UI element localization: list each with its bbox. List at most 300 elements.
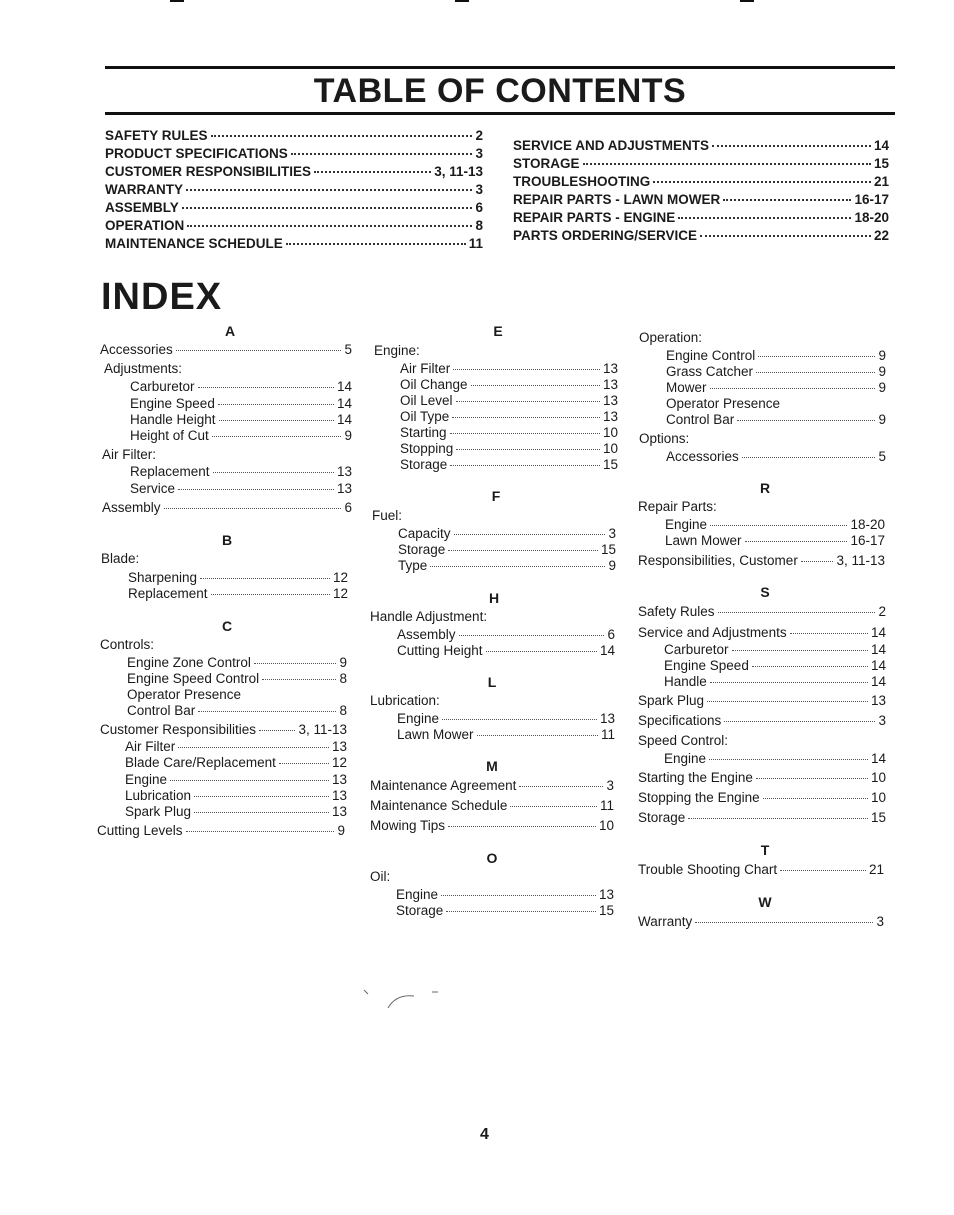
toc-entry [513,210,889,228]
leader-dots [519,786,603,787]
index-entry [666,348,886,365]
index-entry-page: 12 [332,586,348,601]
index-entry [130,481,352,498]
index-entry [400,409,618,426]
index-group-header: Adjustments: [104,361,183,376]
index-group-header: Handle Adjustment: [370,609,488,624]
scan-mark [455,0,469,2]
index-entry-label: Blade Care/Replacement [125,755,276,770]
index-letter: C [221,618,233,634]
index-entry [396,887,614,904]
index-entry-label: Type [398,558,428,573]
toc-entry-page: 15 [873,156,889,171]
index-group-header: Lubrication: [370,693,440,708]
index-entry-page: 15 [602,457,618,472]
index-entry-page: 5 [344,342,352,357]
leader-dots [710,682,868,683]
index-entry-page: 18-20 [850,517,885,532]
index-entry-label: Engine Speed [130,396,215,411]
index-entry-label: Engine Zone Control [127,655,251,670]
toc-entry-page: 6 [475,200,483,215]
index-entry-page: 13 [598,887,614,902]
index-entry-label: Engine Speed Control [127,671,260,686]
index-letter: O [486,850,498,866]
index-letter: L [487,674,497,690]
index-entry-label: Engine [664,751,707,766]
leader-dots [710,525,847,526]
leader-dots [454,534,606,535]
toc-entry-page: 3 [475,182,483,197]
index-entry-page: 10 [598,818,614,833]
index-entry-page: 15 [600,542,616,557]
index-entry-label: Service [130,481,176,496]
index-entry-page: 14 [336,412,352,427]
index-group-header: Options: [639,431,690,446]
leader-dots [459,635,605,636]
leader-dots [477,735,598,736]
leader-dots [279,763,329,764]
leader-dots [510,806,597,807]
index-entry-page: 13 [331,804,347,819]
index-entry [396,903,614,920]
leader-dots [700,235,871,237]
index-entry [638,862,884,879]
index-entry-page: 9 [878,412,886,427]
toc-entry-page: 22 [873,228,889,243]
leader-dots [314,171,431,173]
leader-dots [790,633,868,634]
index-entry [664,674,886,691]
index-entry [400,377,618,394]
leader-dots [262,679,336,680]
index-entry-label: Storage [638,810,686,825]
index-entry [666,412,886,429]
leader-dots [219,420,334,421]
leader-dots [198,387,334,388]
index-entry [400,425,618,442]
toc-entry-label: TROUBLESHOOTING [513,174,651,189]
leader-dots [194,812,329,813]
index-entry-page: 14 [336,379,352,394]
index-entry [100,342,352,359]
index-entry-page: 13 [331,739,347,754]
leader-dots [756,372,875,373]
index-entry [638,810,886,827]
leader-dots [737,420,875,421]
index-entry-page: 15 [598,903,614,918]
index-entry-page: 12 [331,755,347,770]
index-title: INDEX [101,276,223,318]
index-entry-page: 12 [332,570,348,585]
index-entry-label: Air Filter [400,361,451,376]
toc-entry-label: OPERATION [105,218,185,233]
index-entry [666,449,886,466]
leader-dots [710,388,876,389]
leader-dots [452,417,600,418]
index-entry-page: 16-17 [850,533,885,548]
index-entry-page: 2 [878,604,886,619]
index-entry-page: 8 [339,671,347,686]
toc-entry [513,138,889,156]
toc-entry-label: CUSTOMER RESPONSIBILITIES [105,164,312,179]
index-entry-label: Carburetor [130,379,195,394]
index-entry-label: Handle Height [130,412,216,427]
index-entry-label: Operator Presence [127,687,242,702]
index-entry-label: Customer Responsibilities [100,722,257,737]
toc-entry-page: 18-20 [854,210,889,225]
index-entry [664,658,886,675]
leader-dots [456,449,600,450]
leader-dots [801,561,834,562]
index-entry-label: Engine Speed [664,658,749,673]
index-entry-label: Cutting Height [397,643,483,658]
leader-dots [583,163,871,165]
index-entry-page: 11 [599,798,614,813]
index-entry [125,755,347,772]
index-entry [638,790,886,807]
index-entry-page: 14 [870,658,886,673]
toc-bottom-rule [105,112,895,115]
leader-dots [164,508,342,509]
index-letter: F [491,488,501,504]
leader-dots [453,369,600,370]
toc-entry-page: 8 [475,218,483,233]
index-entry [127,671,347,688]
index-entry-page: 14 [870,625,886,640]
index-entry-label: Assembly [102,500,161,515]
leader-dots [187,225,472,227]
leader-dots [695,922,873,923]
index-letter: A [224,323,236,339]
index-letter: W [758,894,772,910]
leader-dots [471,385,600,386]
leader-dots [450,433,600,434]
index-entry-page: 10 [870,790,886,805]
index-entry-page: 13 [602,393,618,408]
index-entry [102,500,352,517]
toc-entry-page: 2 [475,128,483,143]
index-entry [638,770,886,787]
leader-dots [213,472,334,473]
leader-dots [707,701,868,702]
index-entry-page: 3, 11-13 [298,722,347,737]
index-entry [398,542,616,559]
index-group-header: Blade: [101,551,140,566]
toc-entry [105,218,483,236]
leader-dots [178,489,334,490]
leader-dots [709,759,868,760]
leader-dots [688,818,868,819]
index-group-header: Air Filter: [102,447,156,462]
leader-dots [441,895,596,896]
leader-dots [430,566,605,567]
index-entry [400,361,618,378]
leader-dots [200,578,330,579]
index-entry-label: Handle [664,674,707,689]
index-entry [638,713,886,730]
toc-entry-page: 14 [873,138,889,153]
leader-dots [211,135,473,137]
toc-entry-page: 3, 11-13 [434,164,483,179]
index-entry [397,727,615,744]
leader-dots [718,612,876,613]
index-letter: B [221,532,233,548]
leader-dots [450,465,600,466]
index-entry-page: 9 [608,558,616,573]
index-entry-page: 13 [602,377,618,392]
index-entry-label: Stopping [400,441,454,456]
index-entry-page: 13 [331,772,347,787]
index-entry-label: Service and Adjustments [638,625,787,640]
index-entry [130,428,352,445]
toc-entry-label: REPAIR PARTS - ENGINE [513,210,676,225]
index-entry-label: Grass Catcher [666,364,754,379]
index-entry-label: Carburetor [664,642,729,657]
index-letter: E [493,323,503,339]
leader-dots [742,457,876,458]
index-entry [130,412,352,429]
index-entry-label: Storage [396,903,444,918]
index-entry-label: Accessories [100,342,173,357]
index-entry-page: 9 [878,364,886,379]
leader-dots [198,711,336,712]
toc-entry [513,228,889,246]
page-number: 4 [480,1126,489,1143]
index-entry [125,739,347,756]
index-entry [128,570,348,587]
index-entry-page: 11 [600,727,615,742]
leader-dots [758,356,875,357]
index-entry [664,642,886,659]
index-letter: R [759,480,771,496]
index-entry [100,722,347,739]
leader-dots [763,798,868,799]
index-entry [665,533,885,550]
index-entry-label: Control Bar [127,703,196,718]
index-entry-label: Spark Plug [125,804,192,819]
index-entry-label: Warranty [638,914,693,929]
index-group-header: Controls: [100,637,155,652]
toc-entry-label: PRODUCT SPECIFICATIONS [105,146,288,161]
toc-entry [105,128,483,146]
index-entry [130,396,352,413]
toc-entry-label: SERVICE AND ADJUSTMENTS [513,138,710,153]
index-entry-label: Capacity [398,526,451,541]
index-letter: M [486,758,498,774]
toc-left-column [105,128,483,254]
leader-dots [178,747,329,748]
leader-dots [170,780,329,781]
index-entry-page: 14 [336,396,352,411]
index-entry-page: 5 [878,449,886,464]
index-entry [400,393,618,410]
index-entry-label: Engine [397,711,440,726]
index-entry-page: 13 [870,693,886,708]
index-entry [127,655,347,672]
index-entry [397,627,615,644]
index-entry [125,804,347,821]
index-entry-label: Mowing Tips [370,818,446,833]
leader-dots [780,870,866,871]
index-letter: T [760,842,770,858]
index-entry-page: 13 [602,409,618,424]
index-entry-label: Maintenance Agreement [370,778,517,793]
index-entry-label: Lawn Mower [665,533,742,548]
index-entry [130,464,352,481]
toc-entry [105,164,483,182]
index-entry-page: 3, 11-13 [836,553,885,568]
index-entry-label: Starting the Engine [638,770,753,785]
index-entry [638,553,885,570]
index-entry [665,517,885,534]
index-entry-page: 13 [331,788,347,803]
index-entry [638,693,886,710]
index-entry-page: 13 [602,361,618,376]
leader-dots [446,911,596,912]
index-entry-page: 6 [344,500,352,515]
toc-entry-label: ASSEMBLY [105,200,179,215]
index-entry-page: 10 [602,441,618,456]
index-entry-label: Responsibilities, Customer [638,553,798,568]
leader-dots [448,550,598,551]
index-entry-page: 3 [608,526,616,541]
leader-dots [211,594,330,595]
index-entry-label: Engine [665,517,708,532]
index-entry-label: Air Filter [125,739,176,754]
index-entry [666,364,886,381]
index-entry-page: 3 [876,914,884,929]
leader-dots [448,826,596,827]
leader-dots [752,666,868,667]
toc-right-column [513,138,889,246]
leader-dots [212,436,342,437]
index-entry-page: 9 [344,428,352,443]
index-entry-label: Sharpening [128,570,198,585]
index-entry-page: 13 [336,481,352,496]
leader-dots [442,719,597,720]
leader-dots [259,730,295,731]
index-entry [638,914,884,931]
index-entry-page: 6 [607,627,615,642]
index-entry-page: 9 [878,348,886,363]
toc-entry-label: SAFETY RULES [105,128,208,143]
index-entry-label: Engine Control [666,348,756,363]
scan-mark [170,0,184,2]
index-group-header: Speed Control: [638,733,729,748]
leader-dots [254,663,337,664]
leader-dots [182,207,473,209]
index-entry-page: 9 [339,655,347,670]
index-entry [370,798,614,815]
index-entry [400,441,618,458]
index-entry [97,823,345,840]
index-entry [397,643,615,660]
toc-entry-page: 11 [468,236,483,251]
index-entry-page: 9 [878,380,886,395]
index-entry-label: Control Bar [666,412,735,427]
leader-dots [291,153,473,155]
index-entry-label: Safety Rules [638,604,715,619]
index-entry [125,788,347,805]
toc-entry [513,156,889,174]
leader-dots [732,650,868,651]
index-entry-page: 9 [337,823,345,838]
index-entry-label: Lubrication [125,788,192,803]
index-entry-label: Stopping the Engine [638,790,760,805]
toc-entry-label: WARRANTY [105,182,183,197]
leader-dots [176,350,342,351]
index-entry-page: 14 [870,674,886,689]
index-entry-label: Height of Cut [130,428,209,443]
index-group-header: Fuel: [372,508,403,523]
index-entry [398,526,616,543]
index-entry [664,751,886,768]
index-entry-page: 10 [870,770,886,785]
index-entry-page: 3 [878,713,886,728]
index-entry [666,380,886,397]
index-entry-page: 8 [339,703,347,718]
toc-entry-label: PARTS ORDERING/SERVICE [513,228,698,243]
index-entry-label: Replacement [128,586,208,601]
index-entry [398,558,616,575]
leader-dots [756,778,868,779]
leader-dots [678,217,851,219]
index-entry-page: 14 [870,642,886,657]
index-entry-label: Lawn Mower [397,727,474,742]
index-entry [370,818,614,835]
leader-dots [712,145,871,147]
index-entry-label: Oil Level [400,393,453,408]
index-entry-page: 21 [868,862,884,877]
index-entry [638,604,886,621]
leader-dots [456,401,600,402]
index-entry [128,586,348,603]
index-entry [125,772,347,789]
toc-entry [513,174,889,192]
index-entry-label: Storage [398,542,446,557]
index-entry-label: Maintenance Schedule [370,798,508,813]
index-group-header: Oil: [370,869,391,884]
leader-dots [194,796,329,797]
toc-entry-label: STORAGE [513,156,580,171]
index-entry-page: 13 [336,464,352,479]
leader-dots [186,189,472,191]
index-entry-label: Spark Plug [638,693,705,708]
index-entry [130,379,352,396]
toc-entry-label: MAINTENANCE SCHEDULE [105,236,283,251]
leader-dots [745,541,848,542]
leader-dots [723,199,851,201]
index-entry [127,703,347,720]
leader-dots [286,243,466,245]
index-letter: S [760,584,770,600]
index-entry-page: 3 [606,778,614,793]
toc-entry [105,236,483,254]
index-entry-label: Accessories [666,449,739,464]
index-entry-label: Specifications [638,713,722,728]
index-entry [400,457,618,474]
toc-entry-page: 3 [475,146,483,161]
leader-dots [486,651,597,652]
toc-top-rule [105,66,895,69]
toc-entry [105,182,483,200]
index-entry-page: 13 [599,711,615,726]
index-letter: H [488,590,500,606]
index-entry-page: 10 [602,425,618,440]
index-entry-label: Cutting Levels [97,823,183,838]
index-entry-label: Starting [400,425,447,440]
toc-entry-page: 21 [873,174,889,189]
